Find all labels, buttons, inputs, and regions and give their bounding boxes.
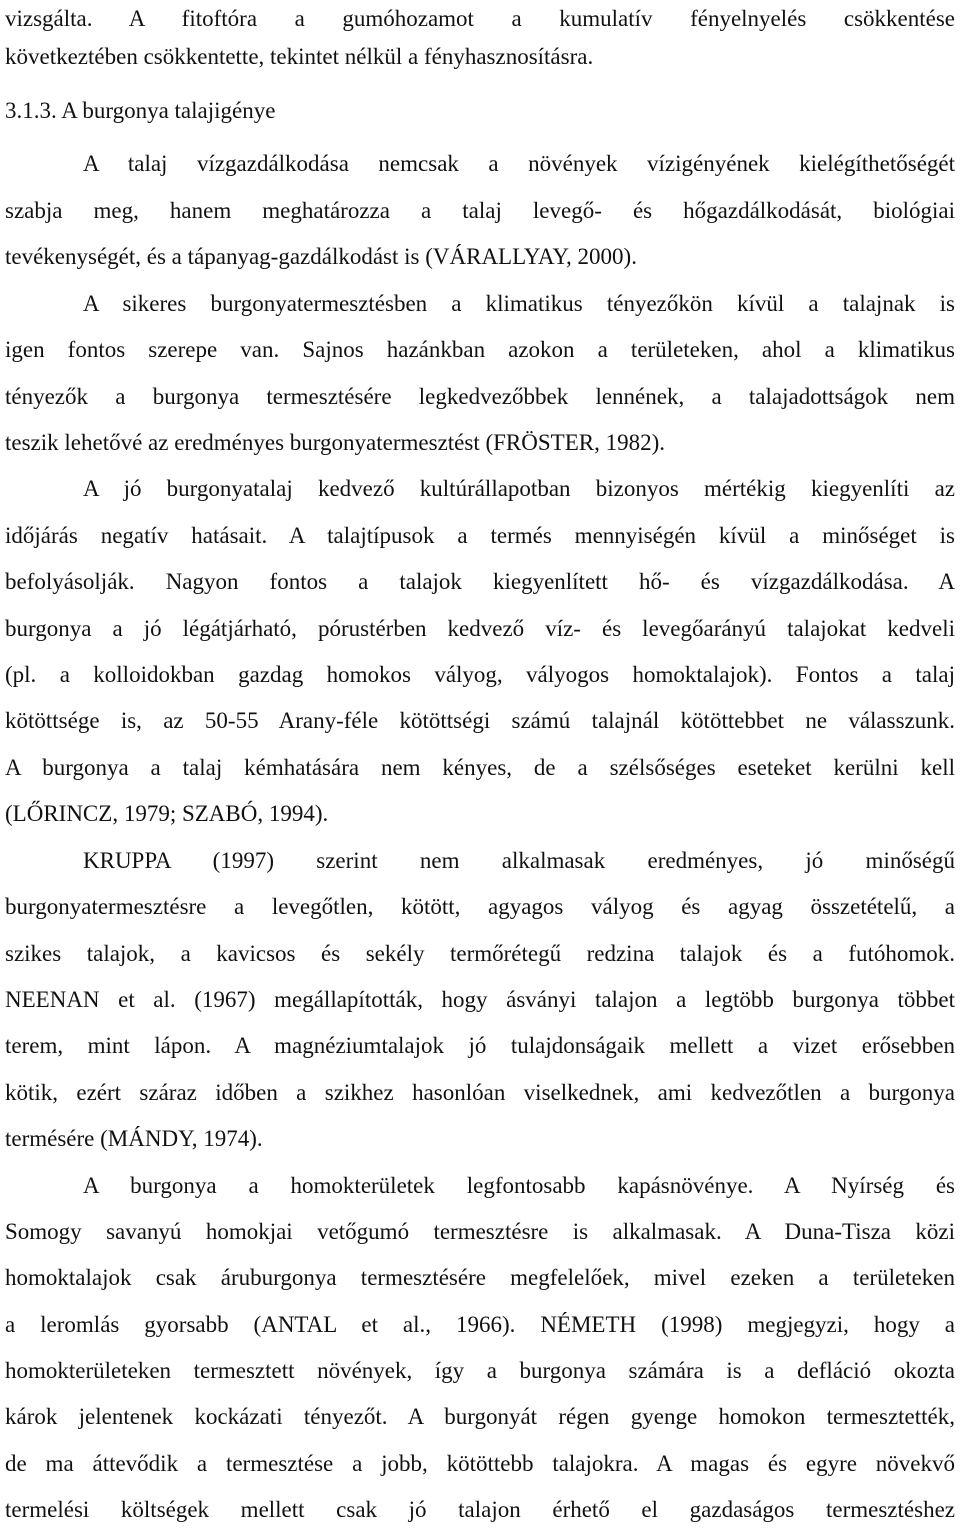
text-line: termésére (MÁNDY, 1974).	[5, 1126, 263, 1151]
text-line: szabja meg, hanem meghatározza a talaj levegő- és hőgazdálkodását, biológiai	[5, 198, 955, 223]
text-line: A talaj vízgazdálkodása nemcsak a növények vízigényének kielégíthetőségét	[83, 151, 955, 176]
text-line: a leromlás gyorsabb (ANTAL et al., 1966). NÉMETH (1998) megjegyzi, hogy a	[5, 1312, 955, 1337]
text-line: tevékenységét, és a tápanyag-gazdálkodást is (VÁRALLYAY, 2000).	[5, 244, 637, 269]
text-line: befolyásolják. Nagyon fontos a talajok kiegyenlített hő- és vízgazdálkodása. A	[5, 569, 955, 594]
text-line: A burgonya a talaj kémhatására nem kényes, de a szélsőséges eseteket kerülni kell	[5, 755, 955, 780]
text-line: terem, mint lápon. A magnéziumtalajok jó tulajdonságaik mellett a vizet erősebben	[5, 1033, 955, 1058]
text-line: kötik, ezért száraz időben a szikhez hasonlóan viselkednek, ami kedvezőtlen a burgonya	[5, 1080, 955, 1105]
text-line: A burgonya a homokterületek legfontosabb kapásnövénye. A Nyírség és	[83, 1173, 955, 1198]
text-line: burgonya a jó légátjárható, pórustérben kedvező víz- és levegőarányú talajokat kedveli	[5, 616, 955, 641]
text-line: igen fontos szerepe van. Sajnos hazánkban azokon a területeken, ahol a klimatikus	[5, 337, 955, 362]
text-line: A jó burgonyatalaj kedvező kultúrállapotban bizonyos mértékig kiegyenlíti az	[83, 476, 955, 501]
text-line: (LŐRINCZ, 1979; SZABÓ, 1994).	[5, 801, 329, 826]
text-line: termelési költségek mellett csak jó talajon érhető el gazdaságos termesztéshez	[5, 1497, 955, 1522]
section-heading: 3.1.3. A burgonya talajigénye	[5, 98, 276, 123]
text-line: burgonyatermesztésre a levegőtlen, kötött, agyagos vályog és agyag összetételű, a	[5, 894, 955, 919]
text-line: teszik lehetővé az eredményes burgonyatermesztést (FRÖSTER, 1982).	[5, 430, 666, 455]
text-line: (pl. a kolloidokban gazdag homokos vályog, vályogos homoktalajok). Fontos a talaj	[5, 662, 955, 687]
text-line: A sikeres burgonyatermesztésben a klimatikus tényezőkön kívül a talajnak is	[83, 291, 955, 316]
text-line: kötöttsége is, az 50-55 Arany-féle kötöttségi számú talajnál kötöttebbet ne válasszunk.	[5, 708, 955, 733]
text-line: időjárás negatív hatásait. A talajtípusok a termés mennyiségén kívül a minőséget is	[5, 523, 955, 548]
text-line: következtében csökkentette, tekintet nélkül a fényhasznosításra.	[5, 44, 594, 69]
text-line: homoktalajok csak áruburgonya termesztésére megfelelőek, mivel ezeken a területeken	[5, 1265, 955, 1290]
text-line: szikes talajok, a kavicsos és sekély termőrétegű redzina talajok és a futóhomok.	[5, 941, 955, 966]
text-line: vizsgálta. A fitoftóra a gumóhozamot a kumulatív fényelnyelés csökkentése	[5, 6, 955, 31]
text-line: Somogy savanyú homokjai vetőgumó termesztésre is alkalmasak. A Duna-Tisza közi	[5, 1219, 955, 1244]
text-line: homokterületeken termesztett növények, így a burgonya számára is a defláció okozta	[5, 1358, 955, 1383]
text-line: NEENAN et al. (1967) megállapították, hogy ásványi talajon a legtöbb burgonya többet	[5, 987, 955, 1012]
text-line: KRUPPA (1997) szerint nem alkalmasak eredményes, jó minőségű	[83, 848, 955, 873]
text-line: károk jelentenek kockázati tényezőt. A burgonyát régen gyenge homokon termesztették,	[5, 1404, 955, 1429]
text-line: de ma áttevődik a termesztése a jobb, kötöttebb talajokra. A magas és egyre növekvő	[5, 1451, 955, 1476]
text-line: tényezők a burgonya termesztésére legkedvezőbbek lennének, a talajadottságok nem	[5, 384, 955, 409]
